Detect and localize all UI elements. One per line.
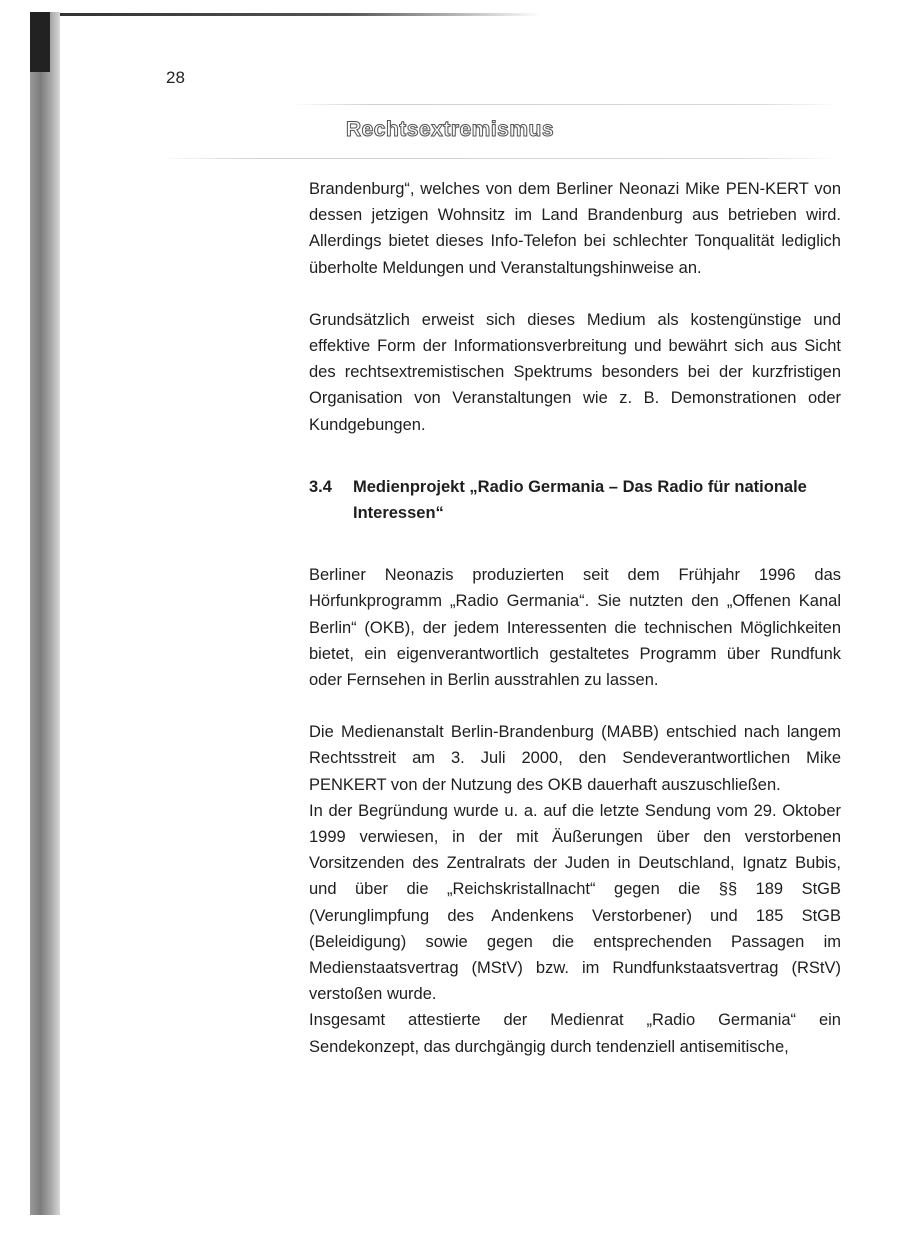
paragraph: Brandenburg“, welches von dem Berliner Neonazi Mike PEN-KERT von dessen jetzigen Wohnsitz im Land Brandenburg aus betrieben wird. Allerdings bietet dieses Info-Telefon bei schlechter Tonqualität lediglich überholte Meldungen und Veranstaltungshinweise an. [309, 180, 841, 277]
scan-binding-edge [30, 12, 60, 1215]
section-title: Medienprojekt „Radio Germania – Das Radio für nationale Interessen“ [353, 477, 807, 523]
header-rule-top [290, 104, 840, 105]
paragraph: Berliner Neonazis produzierten seit dem Frühjahr 1996 das Hörfunkprogramm „Radio Germania“. Sie nutzten den „Offenen Kanal Berlin“ (OKB), der jedem Interessenten die technischen Möglichkeiten bietet, ein eigenverantwortlich gestaltetes Programm über Rundfunk oder Fernsehen in Berlin ausstrahlen zu lassen. [309, 566, 841, 690]
section-number: 3.4 [309, 477, 332, 496]
paragraph: In der Begründung wurde u. a. auf die letzte Sendung vom 29. Oktober 1999 verwiesen, in der mit Äußerungen über den verstorbenen Vorsitzenden des Zentralrats der Juden in Deutschland, Ignatz Bubis, und über die „Reichskristallnacht“ gegen die §§ 189 StGB (Verunglimpfung des Andenkens Verstorbener) und 185 StGB (Beleidigung) sowie gegen die entsprechenden Passagen im Medienstaatsvertrag (MStV) bzw. im Rundfunkstaatsvertrag (RStV) verstoßen wurde. [309, 801, 841, 1004]
page-body [309, 176, 841, 1060]
header-rule-bottom [160, 158, 840, 159]
running-header: Rechtsextremismus [345, 118, 555, 141]
paragraph: Insgesamt attestierte der Medienrat „Radio Germania“ ein Sendekonzept, das durchgängig durch tendenziell antisemitische, [309, 1011, 841, 1056]
paragraph: Die Medienanstalt Berlin-Brandenburg (MABB) entschied nach langem Rechtsstreit am 3. Juli 2000, den Sendeverantwortlichen Mike PENKERT von der Nutzung des OKB dauerhaft auszuschließen. [309, 723, 841, 794]
paragraph: Grundsätzlich erweist sich dieses Medium als kostengünstige und effektive Form der Informationsverbreitung und bewährt sich aus Sicht des rechtsextremistischen Spektrums besonders bei der kurzfristigen Organisation von Veranstaltungen wie z. B. Demonstrationen oder Kundgebungen. [309, 310, 841, 434]
page-number: 28 [166, 68, 185, 87]
scan-top-edge [60, 13, 540, 16]
section-heading [309, 474, 841, 526]
scan-binding-shadow [30, 12, 50, 72]
